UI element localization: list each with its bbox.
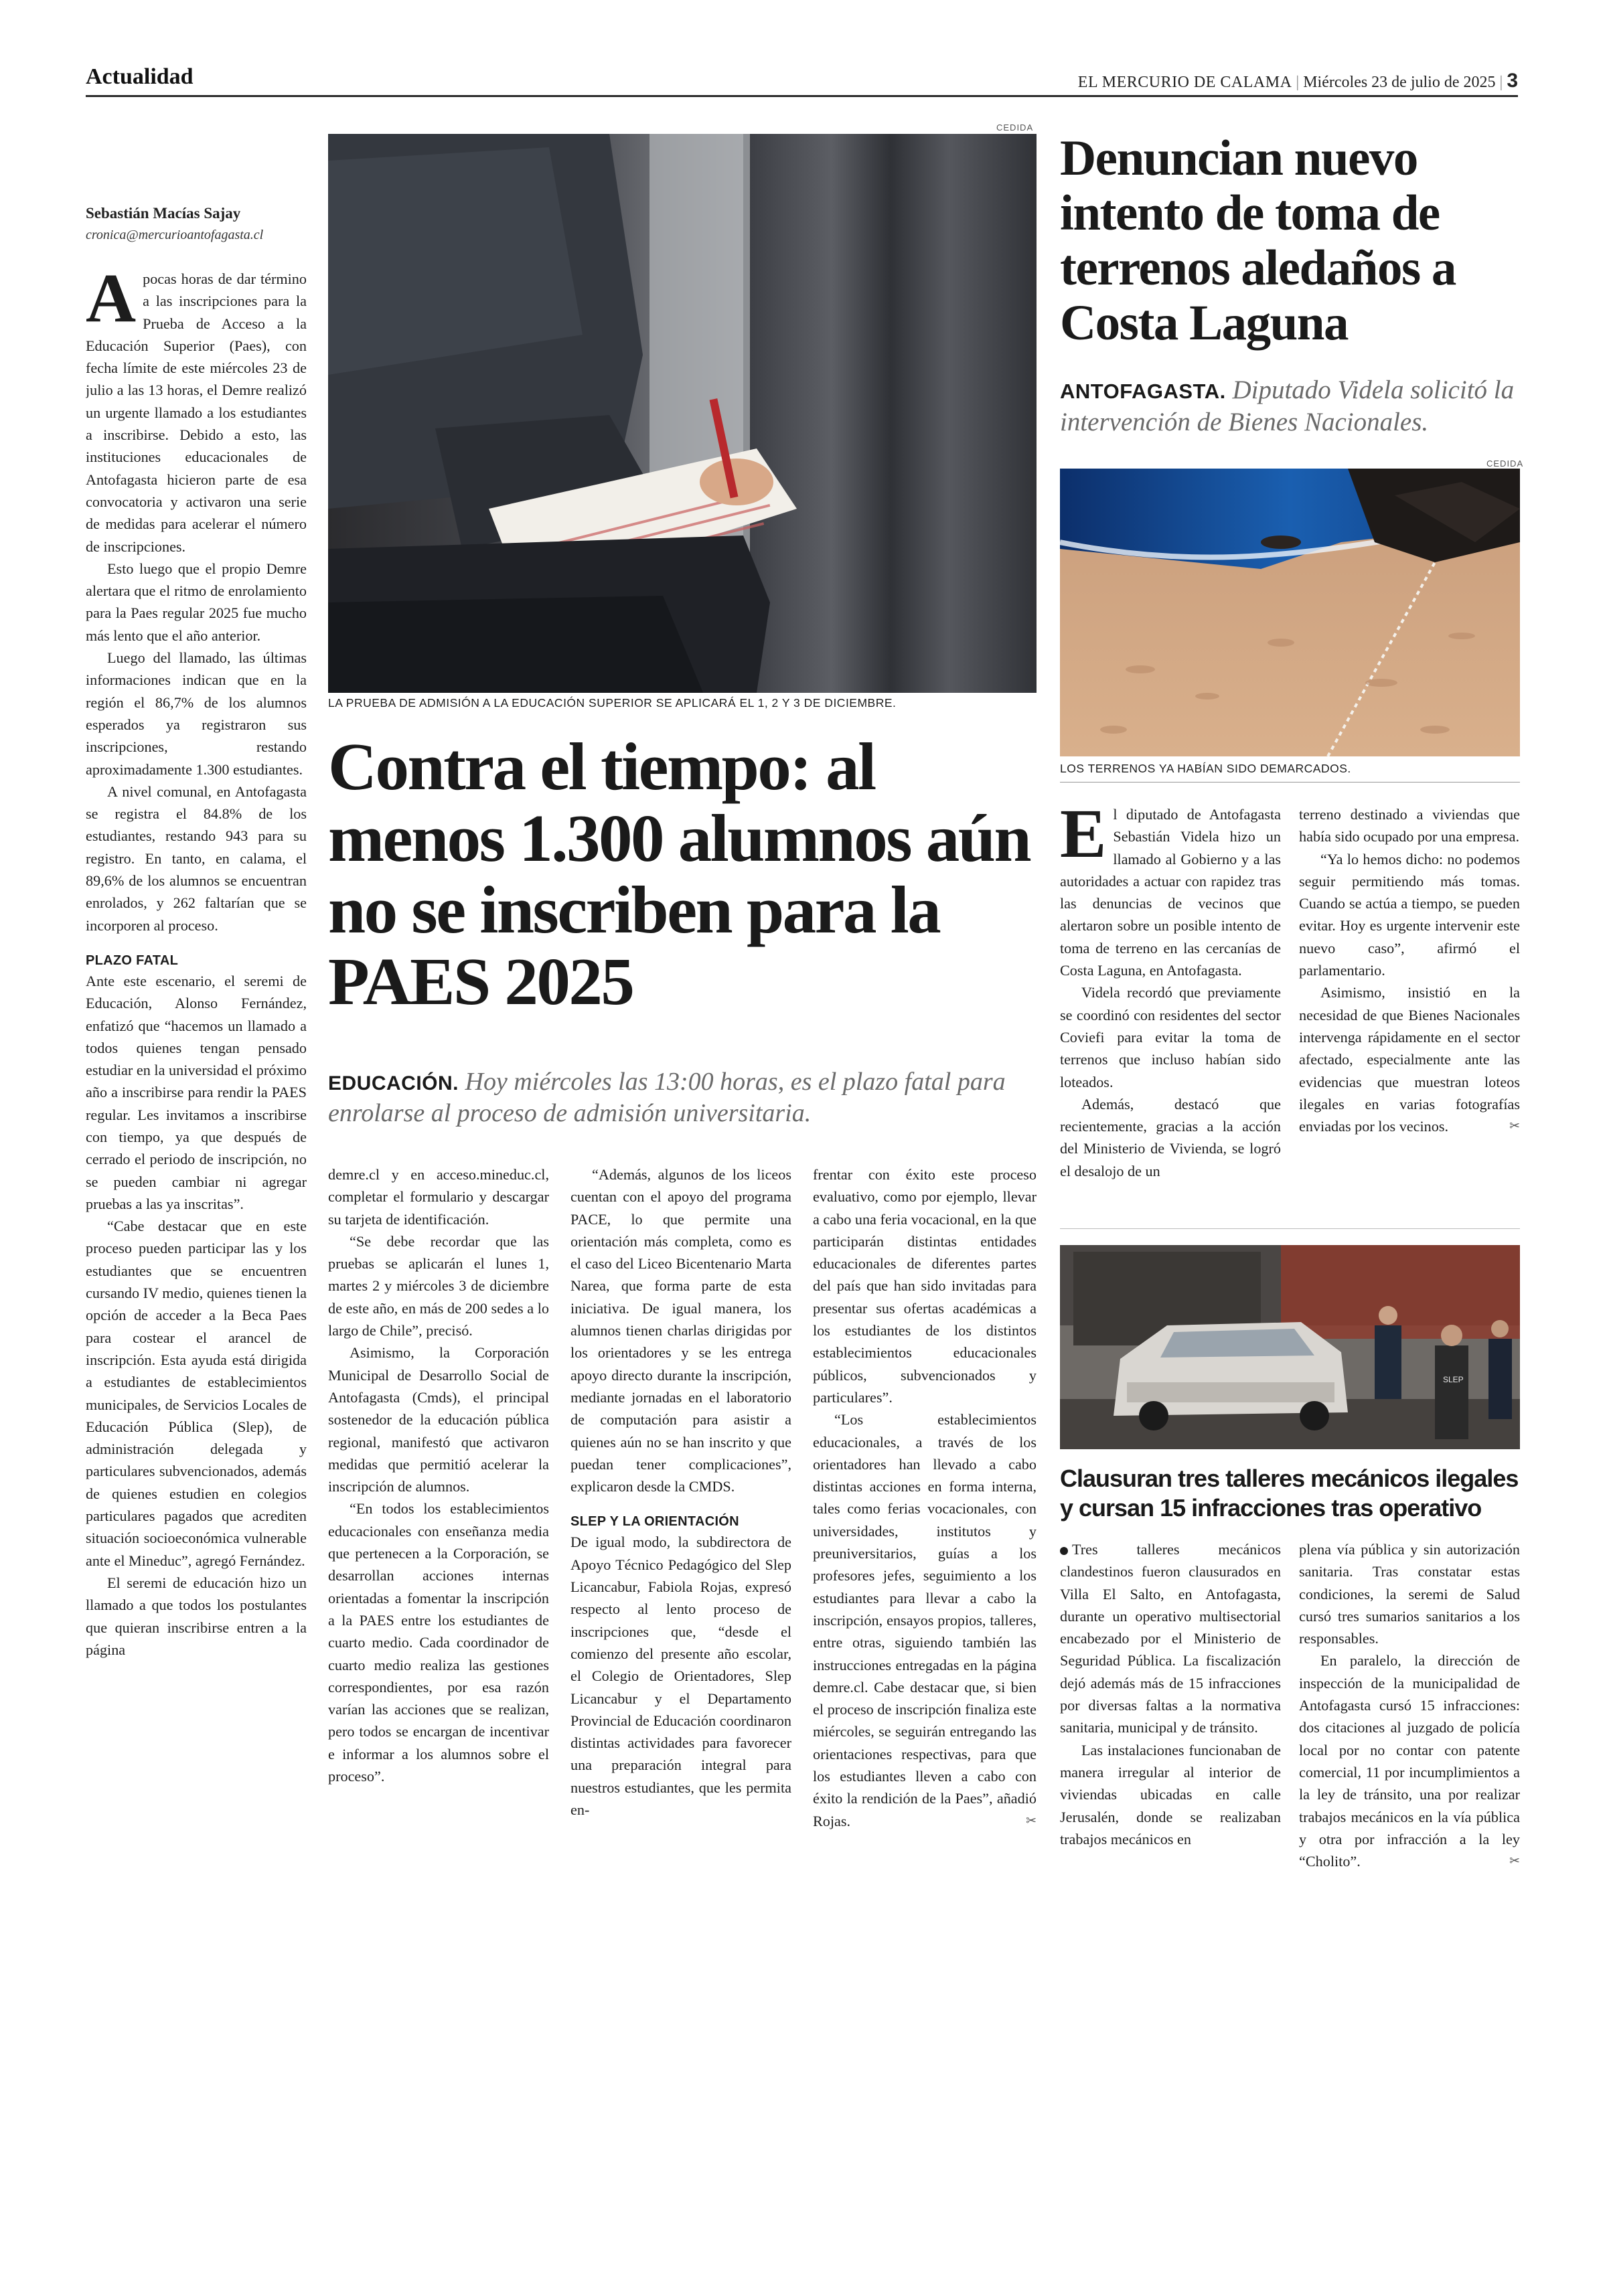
- coastal-terrain-illustration: [1060, 469, 1520, 756]
- right-story-photo: [1060, 469, 1520, 756]
- masthead: [1078, 70, 1518, 92]
- third-story-column-2: [1299, 1538, 1520, 1913]
- main-deck: [328, 1067, 1038, 1128]
- main-story-column-3: [570, 1163, 791, 1906]
- main-story-paragraph: El seremi de educación hizo un llamado a que todos los postulantes que quieran inscribirse entren a la página: [86, 1574, 307, 1658]
- main-story-paragraph: Apocas horas de dar término a las inscripciones para la Prueba de Acceso a la Educación Superior (Paes), con fecha límite de este miércoles 23 de julio a las 13 horas, el Demre realizó un urgente llamado a los estudiantes a inscribirse. Debido a esto, las instituciones educacionales de Antofagasta hicieron parte de esa convocatoria y activaron una serie de medidas para acelerar el número de inscripciones.: [86, 268, 307, 555]
- main-deck-text: Hoy miércoles las 13:00 horas, es el plazo fatal para enrolarse al proceso de admisión universitaria.: [328, 1068, 1006, 1127]
- workshop-inspection-illustration: [1060, 1245, 1520, 1449]
- third-story-paragraph: Las instalaciones funcionaban de manera irregular al interior de viviendas ubicadas en calle Jerusalén, donde se realizaban trabajos mecánicos en: [1060, 1741, 1281, 1848]
- slep-vest-text: SLEP: [1443, 1375, 1464, 1384]
- main-story-paragraph: “Se debe recordar que las pruebas se aplicarán el lunes 1, martes 2 y miércoles 3 de diciembre de este año, en más de 200 sedes a lo largo de Chile”, precisó.: [328, 1232, 549, 1339]
- section-name: Actualidad: [86, 64, 194, 89]
- right-story-column-2: [1299, 803, 1520, 1218]
- author-name: Sebastián Macías Sajay: [86, 205, 241, 222]
- main-story-paragraph: Luego del llamado, las últimas informaciones indican que en la región el 86,7% de los alumnos esperados ya registraron sus inscripciones, restando aproximadamente 1.300 estudiantes.: [86, 649, 307, 778]
- main-story-paragraph: Asimismo, la Corporación Municipal de Desarrollo Social de Antofagasta (Cmds), el principal sostenedor de la educación pública regional, manifestó que activaron medidas que permitió acelerar la inscripción de alumnos.: [328, 1344, 549, 1495]
- right-story-kicker: ANTOFAGASTA.: [1060, 380, 1226, 403]
- main-kicker: EDUCACIÓN.: [328, 1072, 459, 1094]
- end-mark-icon: ✂: [1509, 1119, 1520, 1134]
- main-story-column-4: [813, 1163, 1037, 1906]
- third-story-headline: Clausuran tres talleres mecánicos ilegales y cursan 15 infracciones tras operativo: [1060, 1465, 1519, 1522]
- right-story-deck: [1060, 375, 1529, 438]
- photo-credit: CEDIDA: [996, 122, 1034, 133]
- third-story-photo: [1060, 1245, 1520, 1449]
- right-story-column-1: [1060, 803, 1281, 1218]
- main-headline: Contra el tiempo: al menos 1.300 alumnos aún no se inscriben para la PAES 2025: [328, 729, 1030, 1019]
- main-story-paragraph: Ante este escenario, el seremi de Educación, Alonso Fernández, enfatizó que “hacemos un llamado a todos quienes tengan pensado estudiar en la universidad el próximo año a inscribirse para rendir la PAES regular. Les invitamos a inscribirse con tiempo, ya que después de cerrado el periodo de inscripción, no se pueden cambiar ni agregar pruebas a las ya inscritas”.: [86, 972, 307, 1212]
- story-divider: [1060, 1228, 1520, 1229]
- dropcap: E: [1060, 803, 1107, 872]
- main-story-paragraph: “Cabe destacar que en este proceso pueden participar las y los estudiantes que se encuentren cursando IV medio, quienes tienen la opción de acceder a la Beca Paes para costear el arancel de inscripción. Esta ayuda está dirigida a estudiantes de establecimientos municipales, de Servicios Locales de Educación Pública (Slep), de administración delegada y particulares subvencionados, además de quienes estudien en colegios particulares pagados que acrediten situación socioeconómica vulnerable ante el Mineduc”, agregó Fernández.: [86, 1218, 307, 1569]
- right-story-paragraph: terreno destinado a viviendas que había sido ocupado por una empresa.: [1299, 806, 1520, 845]
- main-story-column-1: [86, 268, 307, 1901]
- main-photo-caption: LA PRUEBA DE ADMISIÓN A LA EDUCACIÓN SUPERIOR SE APLICARÁ EL 1, 2 Y 3 DE DICIEMBRE.: [328, 696, 897, 710]
- right-photo-caption: LOS TERRENOS YA HABÍAN SIDO DEMARCADOS.: [1060, 762, 1351, 775]
- header-rule: [86, 95, 1518, 97]
- main-story-paragraph: “Además, algunos de los liceos cuentan con el apoyo del programa PACE, lo que permite una orientación más completa, como es el caso del Liceo Bicentenario Marta Narea, que forma parte de esta iniciativa. De igual manera, los alumnos tienen charlas dirigidas por los orientadores y se les entrega apoyo directo durante la inscripción, mediante jornadas en el laboratorio de computación para asistir a quienes aún no se han inscrito y que puedan tener complicaciones”, explicaron desde la CMDS.: [570, 1166, 791, 1495]
- third-story-paragraph: En paralelo, la dirección de inspección de la municipalidad de Antofagasta cursó 15 infracciones: dos citaciones al juzgado de policía local por no contar con patente comercial, 11 por incumplimientos a la ley de tránsito, una por realizar trabajos mecánicos en la vía pública y otra por infracción a la ley “Cholito”. ✂: [1299, 1649, 1520, 1872]
- photo-credit: CEDIDA: [1486, 459, 1524, 469]
- third-story-column-1: [1060, 1538, 1281, 1913]
- main-story-paragraph: demre.cl y en acceso.mineduc.cl, completar el formulario y descargar su tarjeta de identificación.: [328, 1166, 549, 1228]
- main-story-photo: [328, 134, 1037, 693]
- right-story-paragraph: Asimismo, insistió en la necesidad de que Bienes Nacionales intervenga rápidamente en el sector afectado, especialmente ante las evidencias que muestran loteos ilegales en varias fotografías enviadas por los vecinos. ✂: [1299, 981, 1520, 1137]
- right-story-headline: Denuncian nuevo intento de toma de terrenos aledaños a Costa Laguna: [1060, 131, 1456, 351]
- bullet-icon: [1060, 1547, 1068, 1555]
- main-story-paragraph: Esto luego que el propio Demre alertara que el ritmo de enrolamiento para la Paes regular 2025 fue mucho más lento que el año anterior.: [86, 560, 307, 644]
- page-number: 3: [1507, 70, 1518, 92]
- subhead-plazo-fatal: PLAZO FATAL: [86, 953, 179, 968]
- third-story-paragraph: Tres talleres mecánicos clandestinos fueron clausurados en Villa El Salto, en Antofagasta, durante un operativo multisectorial encabezado por el Ministerio de Seguridad Pública. La fiscalización dejó además más de 15 infracciones por diversas faltas a la normativa sanitaria, municipal y de tránsito.: [1060, 1541, 1281, 1736]
- main-story-paragraph: De igual modo, la subdirectora de Apoyo Técnico Pedagógico del Slep Licancabur, Fabiola Rojas, expresó respecto al lento proceso de inscripciones que, “desde el comienzo del presente año escolar, el Colegio de Orientadores, Slep Licancabur y el Departamento Provincial de Educación coordinaron distintas actividades para favorecer una preparación integral para nuestros estudiantes, que les permita en-: [570, 1534, 791, 1819]
- dropcap: A: [86, 268, 137, 337]
- main-story-column-2: [328, 1163, 549, 1906]
- right-story-paragraph: Videla recordó que previamente se coordinó con residentes del sector Coviefi para evitar la toma de terrenos que incluso habían sido loteados.: [1060, 984, 1281, 1090]
- right-story-paragraph: El diputado de Antofagasta Sebastián Videla hizo un llamado al Gobierno y a las autoridades a actuar con rapidez tras las denuncias de vecinos que alertaron sobre un posible intento de toma de terreno en las cercanías de Costa Laguna, en Antofagasta.: [1060, 803, 1281, 979]
- caption-rule: [1060, 782, 1520, 783]
- main-story-paragraph: “Los establecimientos educacionales, a través de los orientadores han llevado a cabo distintas acciones en forma interna, tales como ferias vocacionales, con universidades, institutos y preuniversitarios, guías a los profesores jefes, seguimiento a los estudiantes para llevar a cabo la inscripción, ensayos propios, talleres, entre otras, siguiendo también las instrucciones entregadas en la página demre.cl. Cabe destacar que, si bien el proceso de inscripción finaliza este miércoles, se seguirán entregando las orientaciones respectivas, para que los estudiantes lleven a cabo con éxito la rendición de la Paes”, añadió Rojas. ✂: [813, 1408, 1037, 1832]
- end-mark-icon: ✂: [1509, 1854, 1520, 1869]
- author-email: cronica@mercurioantofagasta.cl: [86, 228, 264, 242]
- masthead-separator: |: [1296, 74, 1300, 91]
- third-story-paragraph: plena vía pública y sin autorización sanitaria. Tras constatar estas condiciones, la seremi de Salud cursó tres sumarios sanitarios a los responsables.: [1299, 1541, 1520, 1647]
- newspaper-name: EL MERCURIO DE CALAMA: [1077, 74, 1292, 91]
- right-story-paragraph: “Ya lo hemos dicho: no podemos seguir permitiendo más tomas. Cuando se actúa a tiempo, se pueden evitar. Hoy es urgente intervenir este nuevo caso”, afirmó el parlamentario.: [1299, 850, 1520, 979]
- end-mark-icon: ✂: [1026, 1813, 1037, 1828]
- masthead-separator: |: [1499, 74, 1503, 91]
- right-story-deck-text: Diputado Videla solicitó la intervención de Bienes Nacionales.: [1060, 376, 1515, 436]
- main-story-paragraph: “En todos los establecimientos educacionales con enseñanza media que pertenecen a la Corporación, se desarrollan acciones internas orientadas a fomentar la inscripción a la PAES entre los estudiantes de cuarto medio. Cada coordinador de cuarto medio realiza las gestiones correspondientes, por esa razón varían las acciones que se realizan, pero todos se encargan de incentivar e informar a los alumnos sobre el proceso”.: [328, 1500, 549, 1785]
- right-story-paragraph: Además, destacó que recientemente, gracias a la acción del Ministerio de Vivienda, se logró el desalojo de un: [1060, 1095, 1281, 1179]
- main-story-paragraph: A nivel comunal, en Antofagasta se registra el 84.8% de los estudiantes, restando 943 para su registro. En tanto, en calama, el 89,6% de los alumnos se encuentran enrolados, y 262 faltarían que se incorporen al proceso.: [86, 783, 307, 934]
- main-story-paragraph: frentar con éxito este proceso evaluativo, como por ejemplo, llevar a cabo una feria vocacional, en la que participarán distintas entidades educacionales de diferentes partes del país que han sido invitadas para presentar sus ofertas académicas a los estudiantes de los distintos establecimientos educacionales públicos, subvencionados y particulares”.: [813, 1166, 1037, 1406]
- exam-student-illustration: [328, 134, 1037, 693]
- subhead-slep-orientacion: SLEP Y LA ORIENTACIÓN: [570, 1514, 739, 1530]
- issue-date: Miércoles 23 de julio de 2025: [1303, 74, 1496, 91]
